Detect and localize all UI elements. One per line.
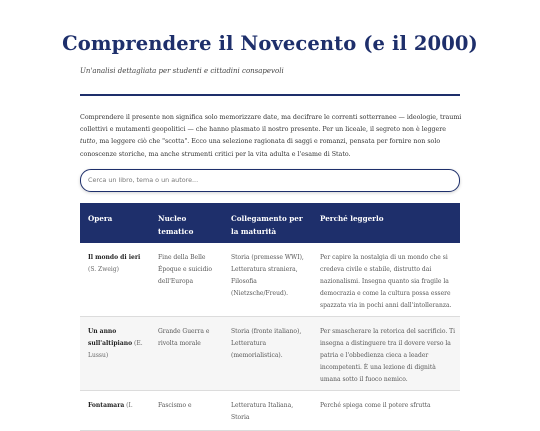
books-table xyxy=(80,203,460,431)
search-box[interactable] xyxy=(80,169,460,192)
search-input[interactable] xyxy=(88,173,450,187)
title-divider xyxy=(80,94,460,96)
cell-collegamento: Storia (premesse WWI), Letteratura straniera, Filosofia (Nietzsche/Freud). xyxy=(223,243,312,317)
cell-perche: Per capire la nostalgia di un mondo che si credeva civile e stabile, distrutto dai nazionalismi. Insegna quanto sia fragile la democrazia e come la cultura possa essere spazzata via in pochi anni dall'intolleranza. xyxy=(312,243,460,317)
book-author: (I. xyxy=(126,402,133,409)
intro-paragraph xyxy=(80,112,462,161)
cell-nucleo: Fine della Belle Époque e suicidio dell'Europa xyxy=(150,243,223,317)
cell-perche: Per smascherare la retorica del sacrificio. Ti insegna a distinguere tra il dovere verso la patria e l'obbedienza cieca a leader incompetenti. È una lezione di dignità umana sotto il fuoco nemico. xyxy=(312,317,460,391)
page-subtitle: Un'analisi dettagliata per studenti e cittadini consapevoli xyxy=(80,67,284,75)
book-title: Un anno sull'altipiano xyxy=(88,328,133,347)
book-author: (S. Zweig) xyxy=(88,266,120,273)
column-header-collegamento: Collegamento per la maturità xyxy=(223,203,312,243)
book-author: (E. Lussu) xyxy=(88,340,143,359)
cell-opera xyxy=(80,391,150,431)
column-header-opera: Opera xyxy=(80,203,150,243)
table-row xyxy=(80,317,460,391)
intro-text-1: Comprendere il presente non significa solo memorizzare date, ma decifrare le correnti sotterranee — ideologie, traumi collettivi e mutamenti geopolitici — che hanno plasmato il nostro presente. Per un liceale, il segreto non è leggere xyxy=(80,114,462,134)
intro-emphasis: tutto xyxy=(80,138,96,146)
page-title: Comprendere il Novecento (e il 2000) xyxy=(62,32,478,55)
intro-text-2: , ma leggere ciò che "scotta". Ecco una selezione ragionata di saggi e romanzi, pensata per fornire non solo conoscenze storiche, ma anche strumenti critici per la vita adulta e l'esame di Stato. xyxy=(80,138,441,158)
cell-perche: Perché spiega come il potere sfrutta xyxy=(312,391,460,431)
cell-nucleo: Grande Guerra e rivolta morale xyxy=(150,317,223,391)
table-row xyxy=(80,243,460,317)
cell-nucleo: Fascismo e xyxy=(150,391,223,431)
table-row xyxy=(80,391,460,431)
book-title: Fontamara xyxy=(88,402,125,409)
column-header-nucleo: Nucleo tematico xyxy=(150,203,223,243)
cell-opera xyxy=(80,317,150,391)
cell-opera xyxy=(80,243,150,317)
column-header-perche: Perché leggerlo xyxy=(312,203,460,243)
book-title: Il mondo di ieri xyxy=(88,254,141,261)
cell-collegamento: Storia (fronte italiano), Letteratura (memorialistica). xyxy=(223,317,312,391)
cell-collegamento: Letteratura Italiana, Storia xyxy=(223,391,312,431)
table-header-row xyxy=(80,203,460,243)
